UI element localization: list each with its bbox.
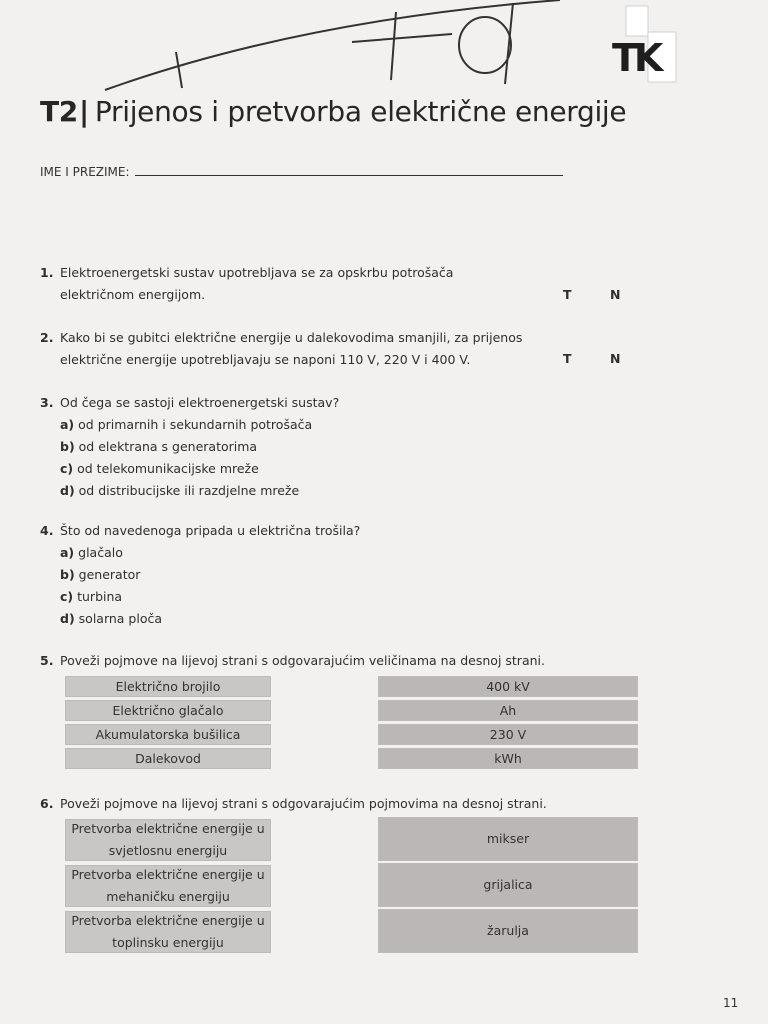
term-line: Pretvorba električne energije u: [71, 867, 265, 882]
q5-right-value-3[interactable]: 230 V: [378, 724, 638, 745]
question-text: Poveži pojmove na lijevoj strani s odgovarajućim veličinama na desnoj strani.: [60, 653, 545, 668]
option-text: od telekomunikacijske mreže: [77, 461, 259, 476]
q1-true-option[interactable]: T: [563, 287, 572, 302]
q1-false-option[interactable]: N: [610, 287, 621, 302]
title-text: Prijenos i pretvorba električne energije: [94, 95, 627, 128]
q6-right-term-1[interactable]: mikser: [378, 817, 638, 861]
term-line: toplinsku energiju: [112, 935, 224, 950]
answer-option-d[interactable]: [60, 608, 360, 630]
question-1: [40, 262, 453, 306]
q6-left-term-1[interactable]: [65, 819, 271, 861]
q5-left-term-3[interactable]: Akumulatorska bušilica: [65, 724, 271, 745]
question-4: [40, 520, 360, 630]
question-text: Poveži pojmove na lijevoj strani s odgovarajućim pojmovima na desnoj strani.: [60, 796, 547, 811]
question-text: Od čega se sastoji elektroenergetski sustav?: [60, 395, 340, 410]
title-code: T2: [40, 95, 78, 128]
question-number: 6.: [40, 796, 54, 811]
option-letter: a): [60, 545, 75, 560]
option-text: solarna ploča: [78, 611, 163, 626]
question-6: [40, 793, 547, 815]
answer-option-c[interactable]: [60, 586, 360, 608]
option-letter: b): [60, 439, 75, 454]
option-text: generator: [78, 567, 141, 582]
option-letter: c): [60, 461, 74, 476]
option-text: od elektrana s generatorima: [78, 439, 258, 454]
question-number: 3.: [40, 395, 54, 410]
term-line: Pretvorba električne energije u: [71, 913, 265, 928]
q2-true-option[interactable]: T: [563, 351, 572, 366]
question-number: 5.: [40, 653, 54, 668]
term-line: mehaničku energiju: [106, 889, 230, 904]
page-title: [40, 95, 626, 128]
q5-right-value-1[interactable]: 400 kV: [378, 676, 638, 697]
page-number: 11: [723, 996, 739, 1010]
question-text: Što od navedenoga pripada u električna trošila?: [60, 523, 361, 538]
tk-logo: TK: [612, 36, 660, 80]
q5-left-term-4[interactable]: Dalekovod: [65, 748, 271, 769]
question-number: 4.: [40, 523, 54, 538]
question-2: [40, 327, 522, 371]
question-text-line: električne energije upotrebljavaju se naponi 110 V, 220 V i 400 V.: [60, 352, 471, 367]
name-label: IME I PREZIME:: [40, 165, 130, 179]
question-text-line: električnom energijom.: [60, 287, 206, 302]
option-text: glačalo: [78, 545, 123, 560]
answer-option-b[interactable]: [60, 564, 360, 586]
question-text-line: Elektroenergetski sustav upotrebljava se za opskrbu potrošača: [60, 265, 454, 280]
question-number: 2.: [40, 330, 54, 345]
question-5: [40, 650, 545, 672]
q5-right-value-2[interactable]: Ah: [378, 700, 638, 721]
answer-option-a[interactable]: [60, 414, 339, 436]
q6-left-term-3[interactable]: [65, 911, 271, 953]
option-text: turbina: [77, 589, 123, 604]
q6-right-term-3[interactable]: žarulja: [378, 909, 638, 953]
question-number: 1.: [40, 265, 54, 280]
q6-right-term-2[interactable]: grijalica: [378, 863, 638, 907]
q6-left-term-2[interactable]: [65, 865, 271, 907]
title-separator: |: [78, 95, 89, 128]
answer-option-c[interactable]: [60, 458, 339, 480]
name-input-line[interactable]: [135, 175, 563, 176]
q2-false-option[interactable]: N: [610, 351, 621, 366]
option-letter: d): [60, 611, 75, 626]
option-text: od distribucijske ili razdjelne mreže: [78, 483, 300, 498]
q5-left-term-2[interactable]: Električno glačalo: [65, 700, 271, 721]
option-letter: d): [60, 483, 75, 498]
answer-option-d[interactable]: [60, 480, 339, 502]
question-text-line: Kako bi se gubitci električne energije u dalekovodima smanjili, za prijenos: [60, 330, 523, 345]
q5-left-term-1[interactable]: Električno brojilo: [65, 676, 271, 697]
term-line: Pretvorba električne energije u: [71, 821, 265, 836]
option-letter: c): [60, 589, 74, 604]
option-letter: a): [60, 417, 75, 432]
option-text: od primarnih i sekundarnih potrošača: [78, 417, 313, 432]
answer-option-b[interactable]: [60, 436, 339, 458]
answer-option-a[interactable]: [60, 542, 360, 564]
question-3: [40, 392, 339, 502]
term-line: svjetlosnu energiju: [108, 843, 228, 858]
q5-right-value-4[interactable]: kWh: [378, 748, 638, 769]
option-letter: b): [60, 567, 75, 582]
